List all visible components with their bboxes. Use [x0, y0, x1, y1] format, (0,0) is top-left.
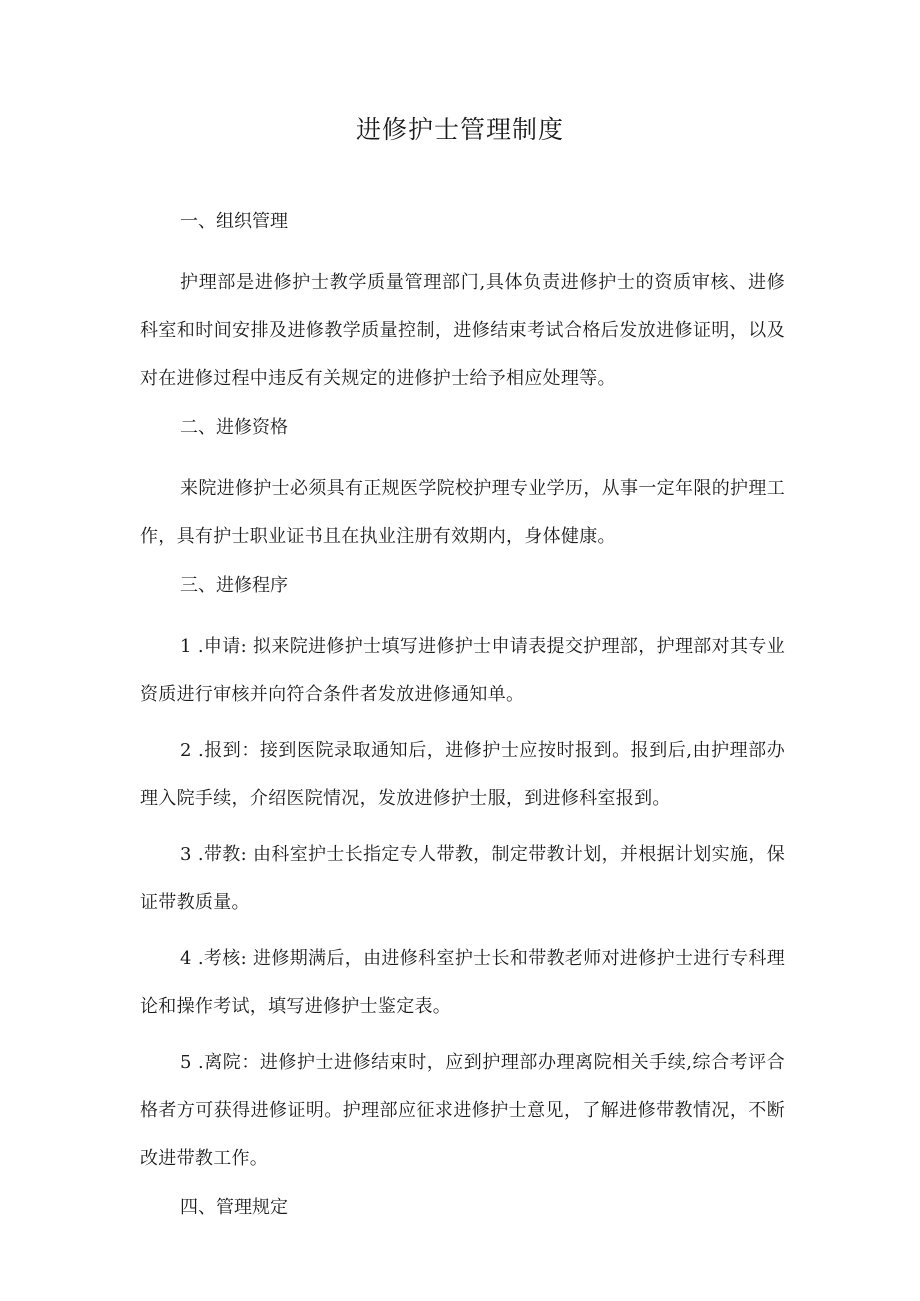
procedure-step-assessment: 4 .考核: 进修期满后，由进修科室护士长和带教老师对进修护士进行专科理论和操作考试，填写进修护士鉴定表。	[140, 948, 785, 1017]
procedure-step-register: 2 .报到：接到医院录取通知后，进修护士应按时报到。报到后,由护理部办理入院手续，介绍医院情况，发放进修护士服，到进修科室报到。	[140, 740, 785, 809]
document-body	[140, 205, 785, 1225]
procedure-step-leave: 5 .离院：进修护士进修结束时，应到护理部办理离院相关手续,综合考评合格者方可获得进修证明。护理部应征求进修护士意见，了解进修带教情况，不断改进带教工作。	[140, 1052, 785, 1169]
section-regulations	[140, 1191, 785, 1225]
section-heading: 二、进修资格	[180, 417, 288, 438]
section-paragraph: 来院进修护士必须具有正规医学院校护理专业学历，从事一定年限的护理工作，具有护士职业证书且在执业注册有效期内，身体健康。	[140, 478, 785, 547]
section-heading: 三、进修程序	[180, 575, 288, 596]
procedure-step-mentoring: 3 .带教: 由科室护士长指定专人带教，制定带教计划，并根据计划实施，保证带教质量。	[140, 844, 785, 913]
section-heading: 四、管理规定	[180, 1197, 288, 1218]
document-title: 进修护士管理制度	[355, 115, 564, 144]
section-heading: 一、组织管理	[180, 211, 288, 232]
section-qualification	[140, 411, 785, 561]
procedure-step-apply: 1 .申请: 拟来院进修护士填写进修护士申请表提交护理部，护理部对其专业资质进行审核并向符合条件者发放进修通知单。	[140, 636, 785, 705]
section-procedure	[140, 569, 785, 1183]
section-paragraph: 护理部是进修护士教学质量管理部门,具体负责进修护士的资质审核、进修科室和时间安排及进修教学质量控制，进修结束考试合格后发放进修证明，以及对在进修过程中违反有关规定的进修护士给予相应处理等。	[140, 272, 785, 389]
section-organization	[140, 205, 785, 403]
